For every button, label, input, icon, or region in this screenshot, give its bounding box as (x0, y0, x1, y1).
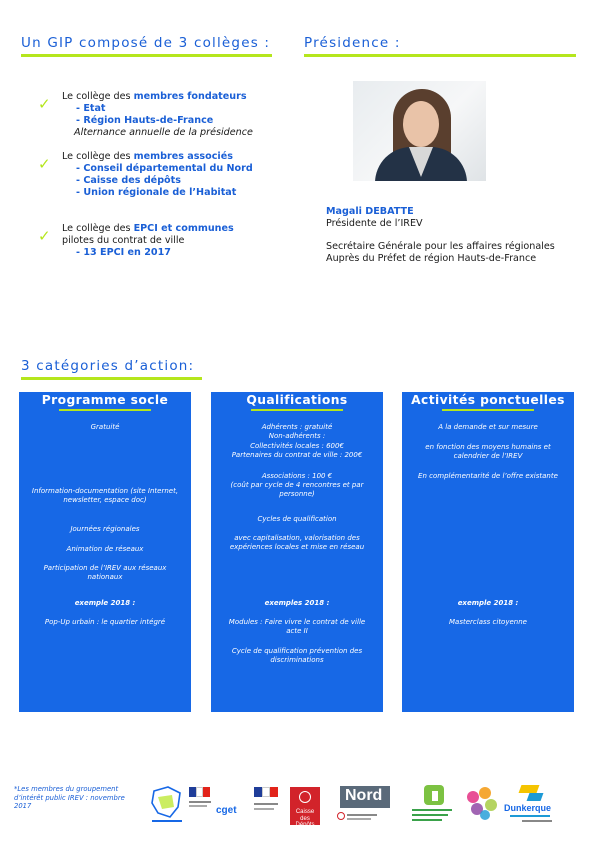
college-founders-prefix: Le collège des (62, 91, 134, 102)
card-text: Non-adhérents : (268, 432, 326, 440)
card-text: En complémentarité de l’offre existante (418, 472, 558, 480)
card-text: Collectivités locales : 600€ (250, 442, 344, 450)
card-text: Journées régionales (70, 525, 140, 533)
nord-logo-text: Nord (345, 787, 383, 804)
colleges-title: Un GIP composé de 3 collèges : (21, 35, 271, 51)
cget-logo-text: cget (216, 805, 237, 816)
card-example-label: exemple 2018 : (74, 599, 136, 607)
communaute-agglomeration-logo (404, 783, 452, 827)
card-title-underline (59, 409, 151, 411)
president-photo (353, 81, 486, 181)
card-example-label: exemple 2018 : (457, 599, 519, 607)
college-associates-highlight: membres associés (133, 151, 233, 162)
check-icon: ✓ (38, 155, 51, 173)
college-epci-highlight: EPCI et communes (133, 223, 234, 234)
actions-title: 3 catégories d’action: (21, 358, 195, 374)
republique-logo (187, 783, 213, 827)
footnote: *Les membres du groupement d’intérêt public IREV : novembre 2017 (14, 785, 125, 810)
card-title: Programme socle (41, 393, 169, 407)
card-text: Animation de réseaux (66, 545, 144, 553)
president-role: Présidente de l’IREV (326, 218, 423, 229)
caisse-logo-text: Caisse des Dépôts (295, 809, 315, 828)
caisse-des-depots-logo (286, 783, 322, 827)
college-founders-highlight: membres fondateurs (133, 91, 247, 102)
prefet-logo (251, 783, 281, 827)
irev-logo (146, 783, 186, 827)
card-title: Activités ponctuelles (411, 393, 565, 407)
presidence-title: Présidence : (304, 35, 401, 51)
card-text: avec capitalisation, valorisation des expériences locales et mise en réseau (229, 534, 365, 551)
card-text: Gratuité (90, 423, 120, 431)
card-title-underline (251, 409, 343, 411)
card-text: Partenaires du contrat de ville : 200€ (231, 451, 363, 459)
colleges-title-underline (21, 54, 272, 57)
check-icon: ✓ (38, 227, 51, 245)
card-text: Associations : 100 € (261, 472, 333, 480)
dunkerque-logo-text: Dunkerque (504, 803, 552, 813)
president-line1: Secrétaire Générale pour les affaires régionales (326, 241, 555, 252)
college-epci-prefix: Le collège des (62, 223, 134, 234)
card-text: Participation de l’IREV aux réseaux nationaux (43, 564, 167, 581)
handprint-logo (461, 783, 501, 827)
card-text: Modules : Faire vivre le contrat de ville acte II (228, 618, 366, 635)
card-text: A la demande et sur mesure (438, 423, 538, 431)
college-epci-line2: pilotes du contrat de ville (62, 235, 185, 246)
college-founders-sub: - Région Hauts-de-France (76, 115, 214, 126)
college-founders-note: Alternance annuelle de la présidence (74, 127, 253, 138)
president-name: Magali DEBATTE (326, 206, 414, 217)
college-epci-sub: - 13 EPCI en 2017 (76, 247, 171, 258)
card-text: Cycles de qualification (257, 515, 337, 523)
college-founders-sub: - Etat (76, 103, 106, 114)
check-icon: ✓ (38, 95, 51, 113)
president-line2: Auprès du Préfet de région Hauts-de-France (326, 253, 537, 264)
college-associates-sub: - Union régionale de l’Habitat (76, 187, 237, 198)
college-associates-prefix: Le collège des (62, 151, 134, 162)
card-activites-ponctuelles (402, 392, 574, 712)
card-text: Adhérents : gratuité (261, 423, 333, 431)
cget-logo (214, 783, 240, 827)
dunkerque-logo (502, 783, 560, 827)
card-title-underline (442, 409, 534, 411)
card-text: (coût par cycle de 4 rencontres et par personne) (230, 481, 364, 498)
card-qualifications (211, 392, 383, 712)
card-example-label: exemples 2018 : (264, 599, 330, 607)
college-associates-sub: - Caisse des dépôts (76, 175, 181, 186)
card-text: Cycle de qualification prévention des discriminations (231, 647, 363, 664)
card-text: Information-documentation (site Internet, newsletter, espace doc) (31, 487, 179, 504)
college-associates-sub: - Conseil départemental du Nord (76, 163, 253, 174)
nord-logo (333, 783, 393, 827)
card-programme-socle (19, 392, 191, 712)
card-text: Masterclass citoyenne (449, 618, 527, 626)
card-text: Pop-Up urbain : le quartier intégré (44, 618, 166, 626)
actions-title-underline (21, 377, 202, 380)
card-title: Qualifications (246, 393, 348, 407)
presidence-title-underline (304, 54, 576, 57)
card-text: en fonction des moyens humains et calendrier de l’IREV (425, 443, 551, 460)
